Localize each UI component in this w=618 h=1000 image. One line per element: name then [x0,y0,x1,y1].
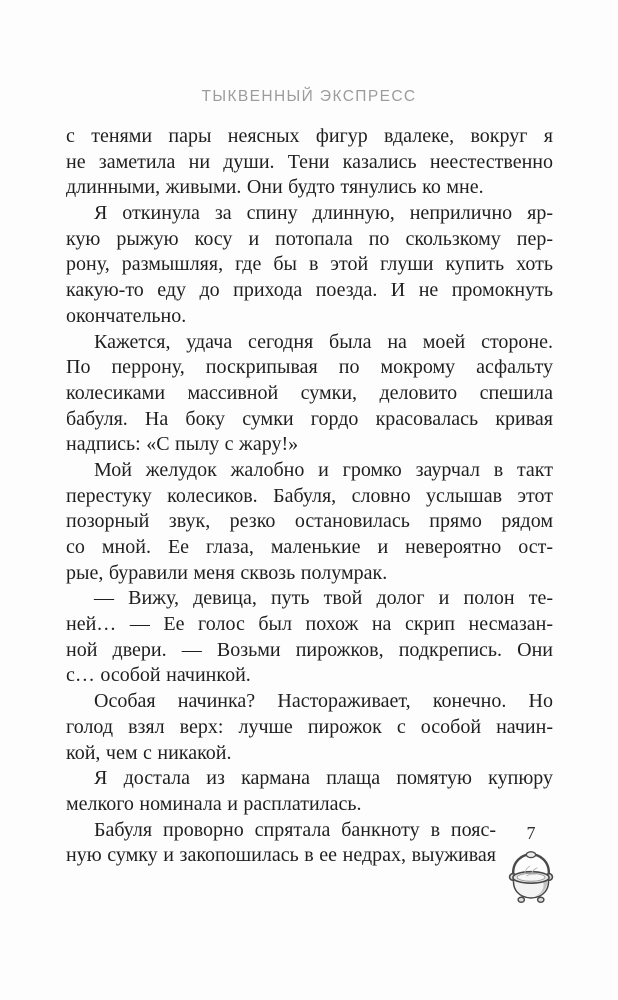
text-line: ную сумку и закопошилась в ее недрах, выуживая [66,844,496,867]
text-line: какую-то еду до прихода поезда. И не промокнуть [66,279,553,302]
cauldron-icon [505,849,557,905]
text-line: надпись: «С пылу с жару!» [66,433,299,456]
paragraph [66,458,553,586]
text-line: По перрону, поскрипывая по мокрому асфальту [66,356,553,379]
text-line: голод взял верх: лучше пирожок с особой начин- [66,715,553,738]
text-line: рону, размышляя, где бы в этой глуши купить хоть [66,253,553,276]
text-line: окончательно. [66,304,187,327]
text-line: с тенями пары неясных фигур вдалеке, вокруг я [66,125,553,147]
text-line: длинными, живыми. Они будто тянулись ко мне. [66,176,484,199]
text-line: с… особой начинкой. [66,664,251,687]
body-text [66,124,553,869]
text-line: рые, буравили меня сквозь полумрак. [66,561,388,584]
text-line: позорный звук, резко остановилась прямо рядом [66,510,553,533]
text-line: со мной. Ее глаза, маленькие и невероятно ост- [66,536,553,558]
text-line: кую рыжую косу и потопала по скользкому пер- [66,227,553,250]
paragraph [66,766,553,817]
text-line: Я достала из кармана плаща помятую купюру [94,767,553,790]
paragraph [66,689,553,766]
paragraph [66,818,496,869]
text-line: ной двери. — Возьми пирожков, подкрепись. Они [66,638,553,661]
text-line: Кажется, удача сегодня была на моей стороне. [94,330,553,353]
paragraph-dialogue [66,586,553,689]
text-line: колесиками массивной сумки, деловито спешила [66,381,553,404]
running-header: ТЫКВЕННЫЙ ЭКСПРЕСС [201,88,417,105]
paragraph [66,330,553,458]
text-line: бабуля. На боку сумки гордо красовалась кривая [66,407,553,430]
text-line: перестуку колесиков. Бабуля, словно услышав этот [66,484,553,507]
paragraph [66,201,553,329]
text-line: Мой желудок жалобно и громко заурчал в такт [94,458,553,481]
paragraph [66,124,553,201]
text-line: Особая начинка? Настораживает, конечно. Но [94,690,553,713]
text-line: ней… — Ее голос был похож на скрип несмазан- [66,613,553,636]
text-line: не заметила ни души. Тени казались неестественно [66,150,553,173]
text-line: мелкого номинала и расплатилась. [66,792,362,815]
text-line: Я откинула за спину длинную, неприлично яр- [94,202,553,225]
page-number: 7 [526,823,536,843]
text-line: кой, чем с никакой. [66,741,232,764]
text-line: — Вижу, девица, путь твой долог и полон те- [94,587,553,610]
text-line: Бабуля проворно спрятала банкноту в пояс- [94,818,496,841]
